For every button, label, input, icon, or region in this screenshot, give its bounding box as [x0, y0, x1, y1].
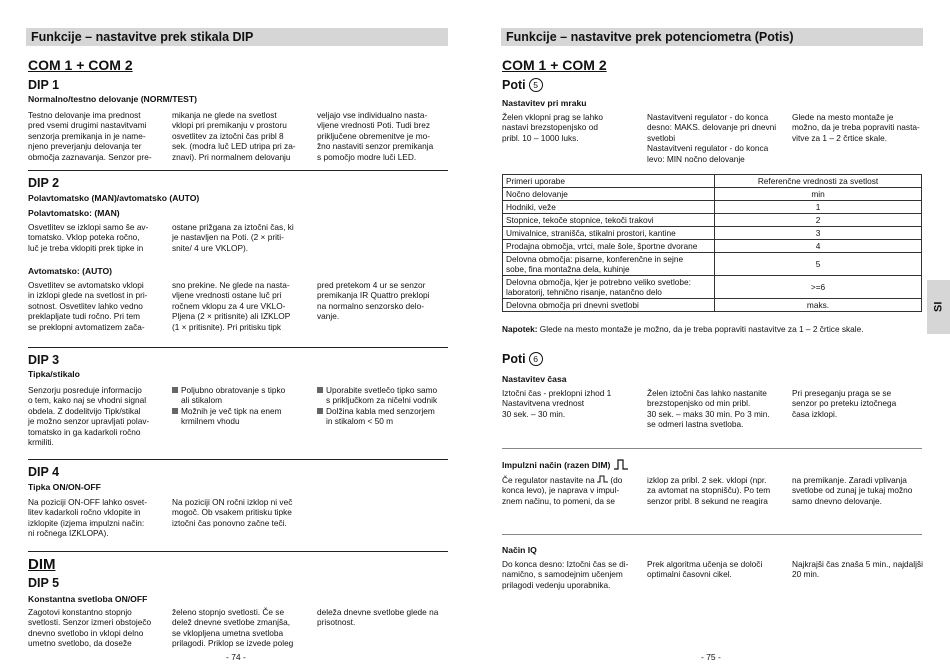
dip5-text-col3: deleža dnevne svetlobe glede na prisotnost. [317, 607, 439, 628]
dip5-title: DIP 5 [28, 576, 60, 590]
table-row [503, 240, 922, 253]
poti6-text-col1: Iztočni čas - preklopni izhod 1 Nastavitvena vrednost 30 sek. – 30 min. [502, 388, 612, 419]
dip4-title: DIP 4 [28, 465, 60, 479]
divider [502, 448, 922, 449]
dip3-title: DIP 3 [28, 353, 60, 367]
list-item: Poljubno obratovanje s tipko ali stikalom [172, 385, 312, 406]
bullet-icon [172, 387, 178, 393]
reference-table [502, 174, 922, 312]
dip5-text-col1: Zagotovi konstantno stopnjo svetlosti. Senzor izmeri obstoječo dnevno svetlobo in vklopi delno umetno svetlobo, da doseže [28, 607, 152, 649]
bullet-icon [317, 408, 323, 414]
table-cell-value: 1 [715, 201, 922, 214]
table-header-cell: Primeri uporabe [503, 175, 715, 188]
bullet-icon [172, 408, 178, 414]
dip1-text-col2: mikanja ne glede na svetlost vklopi pri premikanju v prostoru osvetlitev za iztočni čas pribl 8 sek. (modra luč LED utripa pri za- znavi). Pri normalnem delovanju [172, 110, 296, 162]
table-cell-value: 4 [715, 240, 922, 253]
table-cell-value: maks. [715, 299, 922, 312]
poti5-subtitle: Nastavitev pri mraku [502, 98, 587, 108]
poti6-text-col3: Pri preseganju praga se se senzor po preteku iztočnega časa izklopi. [792, 388, 897, 419]
dip2-auto-col2: sno prekine. Ne glede na nasta- vljene vrednosti ostane luč pri ročnem vklopu za 4 ure VKLO- Pljena (2 × pritisnite) ali IZKLOP (1 × pritisnite). Pri pritisku tipk [172, 280, 291, 332]
page-right [475, 0, 950, 670]
circled-number: 6 [529, 352, 543, 366]
divider [502, 534, 922, 535]
impulse-text-col3: na premikanje. Zaradi vplivanja svetlobe od zunaj je tukaj možno samo dnevno delovanje. [792, 475, 913, 506]
note: Napotek: Glede na mesto montaže je možno, da je treba popraviti nastavitve za 1 – 2 črtice skale. [502, 324, 864, 334]
dip5-text-col2: želeno stopnjo svetlosti. Če se delež dnevne svetlobe zmanjša, se vklopljena umetna svetloba prilagodi. Priklop se izvede poleg [172, 607, 294, 649]
list-item: Možnih je več tipk na enem krmilnem vhodu [172, 406, 312, 427]
dip2-subtitle: Polavtomatsko (MAN)/avtomatsko (AUTO) [28, 193, 200, 203]
table-row [503, 227, 922, 240]
divider [28, 551, 448, 552]
dip3-bullets-col3 [317, 385, 462, 427]
table-cell-value: min [715, 188, 922, 201]
table-cell-label: Delovna območja, kjer je potrebno veliko svetlobe: laboratorij, tehnično risanje, natančno delo [503, 276, 715, 299]
poti5-title: Poti 5 [502, 78, 543, 92]
section-header: Funkcije – nastavitve prek stikala DIP [26, 28, 448, 46]
table-row [503, 253, 922, 276]
dip2-man-col2: ostane prižgana za iztočni čas, ki je nastavljen na Poti. (2 × priti- snite/ 4 ure VKLOP). [172, 222, 294, 253]
poti5-text-col3: Glede na mesto montaže je možno, da je treba popraviti nasta- vitve za 1 – 2 črtice skale. [792, 112, 920, 143]
iq-text-col1: Do konca desno: Iztočni čas se di- namično, s samodejnim učenjem prilagodi vedenju uporabnika. [502, 559, 629, 590]
table-cell-label: Nočno delovanje [503, 188, 715, 201]
table-row [503, 214, 922, 227]
table-cell-label: Umivalnice, stranišča, stikalni prostori, kantine [503, 227, 715, 240]
pulse-icon [597, 475, 608, 483]
dip4-text-col2: Na poziciji ON ročni izklop ni več mogoč. Ob vsakem pritisku tipke iztočni čas ponovno začne teči. [172, 497, 293, 528]
poti5-text-col2: Nastavitveni regulator - do konca desno: MAKS. delovanje pri dnevni svetlobi Nastavitveni regulator - do konca levo: MIN nočno delovanje [647, 112, 777, 164]
table-cell-value: 2 [715, 214, 922, 227]
table-row [503, 299, 922, 312]
dip1-text-col3: veljajo vse individualno nasta- vljene vrednosti Poti. Tudi brez priključene obremenitve je mo- žno nastaviti senzor premikanja s pomočjo modre luči LED. [317, 110, 434, 162]
table-row [503, 201, 922, 214]
page-number: - 75 - [701, 652, 721, 662]
table-cell-label: Hodniki, veže [503, 201, 715, 214]
table-cell-label: Delovna območja pri dnevni svetlobi [503, 299, 715, 312]
dip2-title: DIP 2 [28, 176, 60, 190]
language-tab: SI [927, 280, 950, 334]
dip1-text-col1: Testno delovanje ima prednost pred vsemi drugimi nastavitvami senzorja premikanja in je name- njeno preverjanju delovanja ter območja zaznavanja. Senzor pre- [28, 110, 152, 162]
com-title: COM 1 + COM 2 [28, 57, 133, 73]
section-header: Funkcije – nastavitve prek potenciometra (Potis) [501, 28, 923, 46]
bullet-icon [317, 387, 323, 393]
poti6-title: Poti 6 [502, 352, 543, 366]
dip2-auto-col3: pred pretekom 4 ur se senzor premikanja IR Quattro preklopi na normalno senzorsko delo- vanje. [317, 280, 430, 322]
dip2-sub-auto: Avtomatsko: (AUTO) [28, 266, 113, 276]
poti5-text-col1: Želen vklopni prag se lahko nastavi brezstopenjsko od pribl. 10 – 1000 luks. [502, 112, 604, 143]
table-cell-label: Delovna območja: pisarne, konferenčne in sejne sobe, fina montažna dela, kuhinje [503, 253, 715, 276]
iq-subtitle: Način IQ [502, 545, 537, 555]
table-header-cell: Referenčne vrednosti za svetlost [715, 175, 922, 188]
dip3-text-col1: Senzorju posreduje informacijo o tem, kako naj se vhodni signal obdela. Z dodelitvijo Tipk/stikal je možno senzor upravljati polav- tomatsko in ga kadarkoli ročno krmiliti. [28, 385, 150, 448]
divider [28, 347, 448, 348]
list-item: Uporabite svetlečo tipko samo s priključkom za ničelni vodnik [317, 385, 462, 406]
page-number: - 74 - [226, 652, 246, 662]
table-cell-value: >=6 [715, 276, 922, 299]
dip4-text-col1: Na poziciji ON-OFF lahko osvet- litev kadarkoli ročno vklopite in izklopite (izjema impulzni način: ni ročnega IZKLOPA). [28, 497, 147, 539]
table-row [503, 276, 922, 299]
dip2-man-col1: Osvetlitev se izklopi samo še av- tomatsko. Vklop poteka ročno, luč je treba vklopiti prek tipke in [28, 222, 149, 253]
dim-title: DIM [28, 556, 56, 573]
impulse-text-col2: izklop za pribl. 2 sek. vklopi (npr. za avtomat na stopnišču). Po tem senzor pribl. 8 sekund ne reagira [647, 475, 771, 506]
circled-number: 5 [529, 78, 543, 92]
dip4-subtitle: Tipka ON/ON-OFF [28, 482, 101, 492]
com-title: COM 1 + COM 2 [502, 57, 607, 73]
divider [28, 459, 448, 460]
pulse-icon [614, 459, 628, 470]
list-item: Dolžina kabla med senzorjem in stikalom < 50 m [317, 406, 462, 427]
dip1-title: DIP 1 [28, 78, 60, 92]
dip2-sub-man: Polavtomatsko: (MAN) [28, 208, 120, 218]
poti6-subtitle: Nastavitev časa [502, 374, 567, 384]
dip5-subtitle: Konstantna svetloba ON/OFF [28, 594, 148, 604]
table-row [503, 188, 922, 201]
dip3-subtitle: Tipka/stikalo [28, 369, 80, 379]
impulse-text-col1: Če regulator nastavite na (do konca levo), je naprava v impul- znem načinu, to pomeni, da se [502, 475, 623, 506]
iq-text-col3: Najkrajši čas znaša 5 min., najdaljši 20 min. [792, 559, 923, 580]
table-cell-label: Prodajna območja, vrtci, male šole, športne dvorane [503, 240, 715, 253]
dip3-bullets-col2 [172, 385, 312, 427]
table-cell-value: 3 [715, 227, 922, 240]
dip1-subtitle: Normalno/testno delovanje (NORM/TEST) [28, 94, 198, 104]
iq-text-col2: Prek algoritma učenja se določi optimalni časovni cikel. [647, 559, 763, 580]
impulse-subtitle: Impulzni način (razen DIM) [502, 459, 628, 470]
dip2-auto-col1: Osvetlitev se avtomatsko vklopi in izklopi glede na svetlost in pri- sotnost. Osvetlitev lahko vedno preklapljate tudi ročno. Pri tem se preklopni avtomatizem zača- [28, 280, 148, 332]
table-cell-value: 5 [715, 253, 922, 276]
table-header-row [503, 175, 922, 188]
poti6-text-col2: Želen iztočni čas lahko nastanite brezstopenjsko od min pribl. 30 sek. – maks 30 min. Po 3 min. se odmeri lastna svetloba. [647, 388, 770, 430]
divider [28, 170, 448, 171]
table-cell-label: Stopnice, tekoče stopnice, tekoči trakovi [503, 214, 715, 227]
